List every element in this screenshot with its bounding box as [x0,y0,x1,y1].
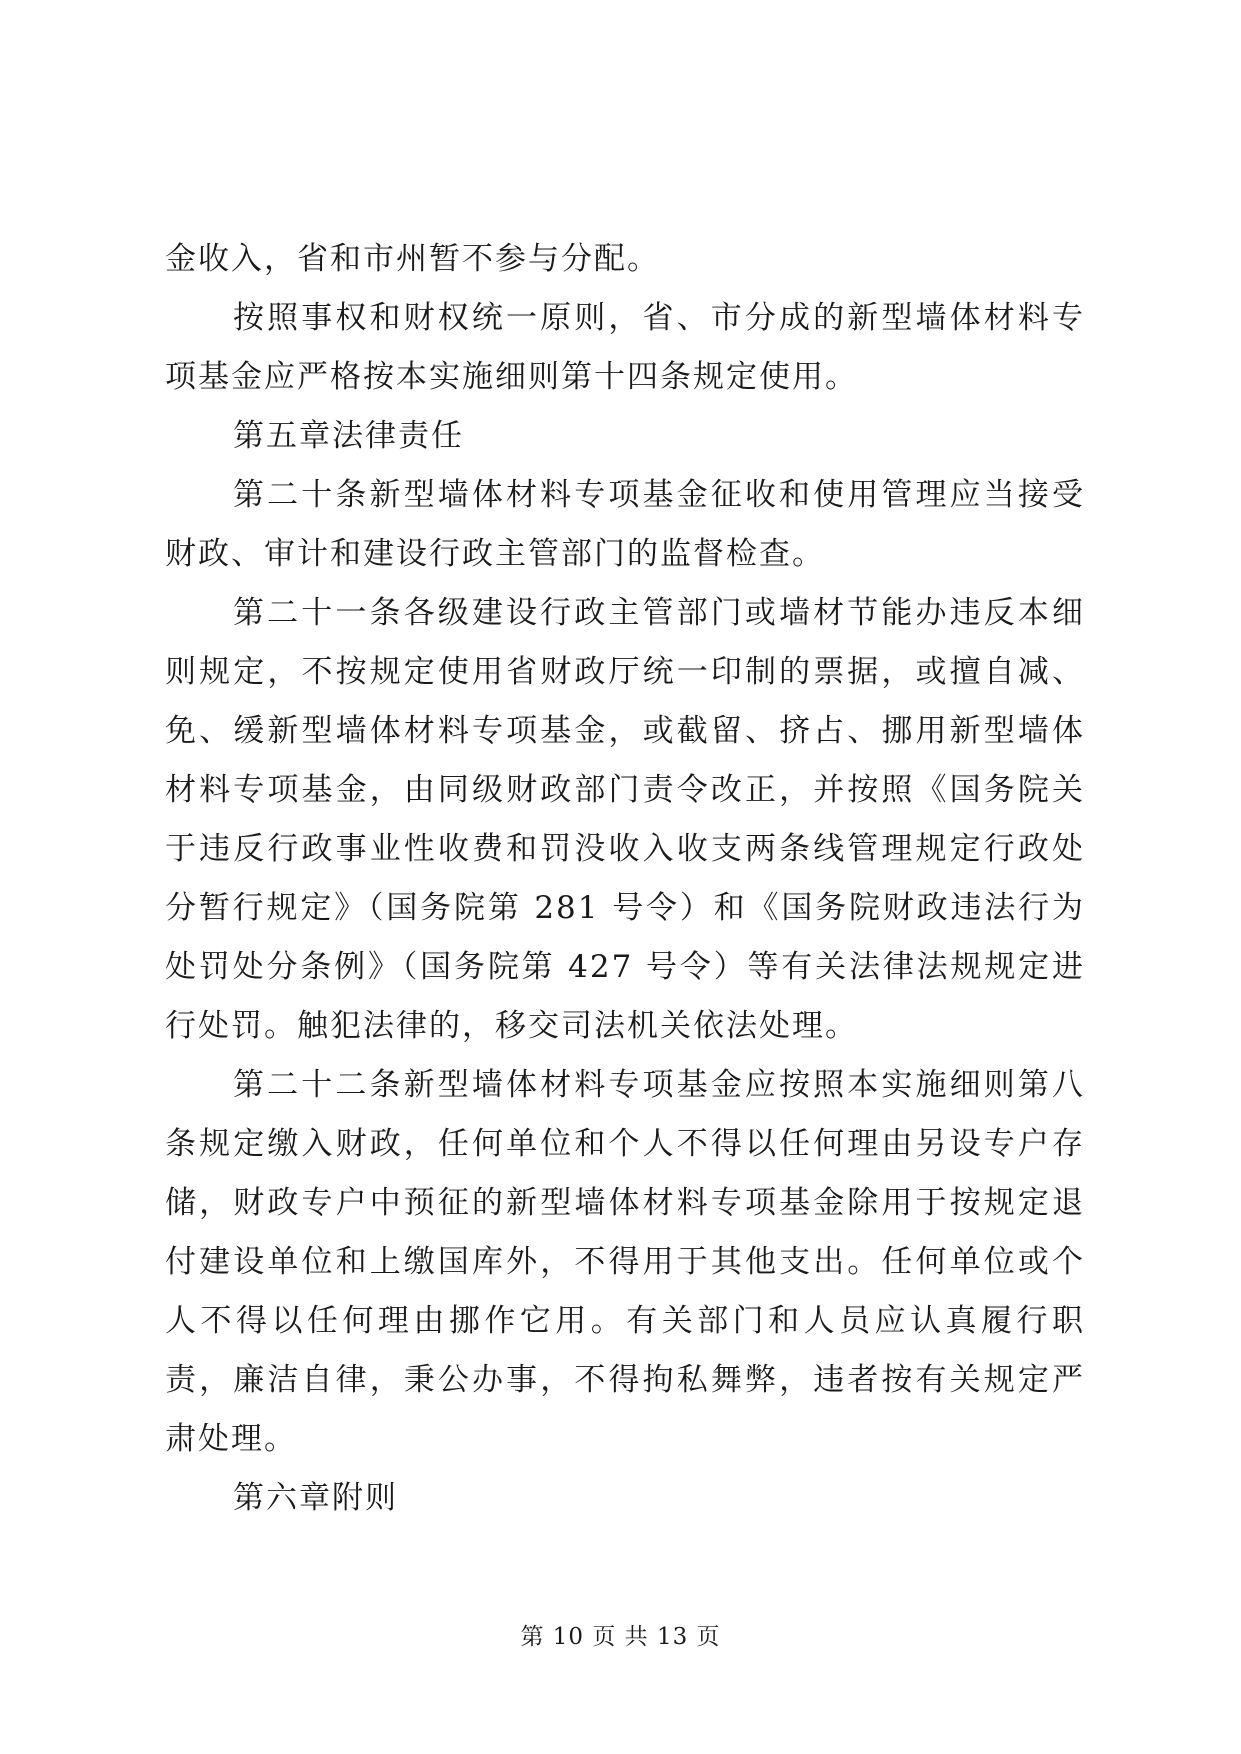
page-number: 第 10 页 共 13 页 [520,1624,721,1650]
paragraph: 按照事权和财权统一原则，省、市分成的新型墙体材料专项基金应严格按本实施细则第十四条规定使用。 [165,300,1085,395]
document-body [165,230,1085,1528]
paragraph-continuation: 金收入，省和市州暂不参与分配。 [165,241,660,277]
chapter-heading-6: 第六章附则 [233,1480,398,1516]
chapter-heading-5: 第五章法律责任 [233,418,464,454]
article-21: 第二十一条各级建设行政主管部门或墙材节能办违反本细则规定，不按规定使用省财政厅统一印制的票据，或擅自减、免、缓新型墙体材料专项基金，或截留、挤占、挪用新型墙体材料专项基金，由同级财政部门责令改正，并按照《国务院关于违反行政事业性收费和罚没收入收支两条线管理规定行政处分暂行规定》（国务院第 281 号令）和《国务院财政违法行为处罚处分条例》（国务院第 427 号令）等有关法律法规规定进行处罚。触犯法律的，移交司法机关依法处理。 [165,595,1085,1044]
article-22: 第二十二条新型墙体材料专项基金应按照本实施细则第八条规定缴入财政，任何单位和个人不得以任何理由另设专户存储，财政专户中预征的新型墙体材料专项基金除用于按规定退付建设单位和上缴国库外，不得用于其他支出。任何单位或个人不得以任何理由挪作它用。有关部门和人员应认真履行职责，廉洁自律，秉公办事，不得拘私舞弊，违者按有关规定严肃处理。 [165,1067,1085,1457]
page-footer [0,1618,1241,1651]
article-20: 第二十条新型墙体材料专项基金征收和使用管理应当接受财政、审计和建设行政主管部门的监督检查。 [165,477,1085,572]
